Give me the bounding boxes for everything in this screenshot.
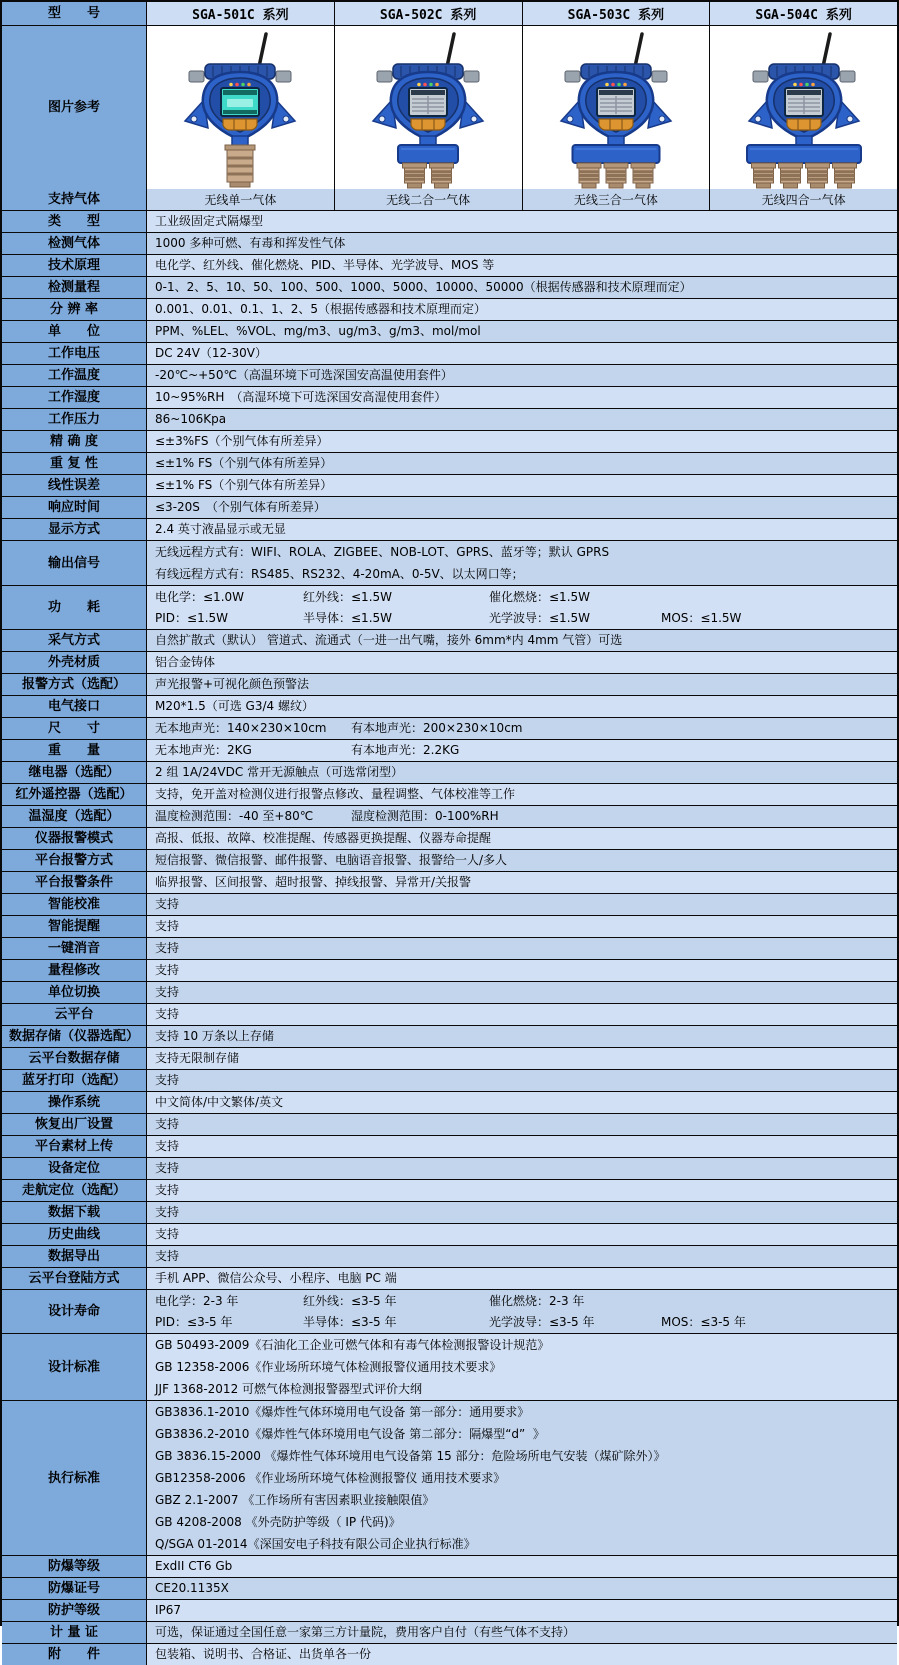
row-label-range-modify: 量程修改: [2, 960, 147, 981]
row-value-nav-location: [147, 1180, 897, 1201]
row-value-line-exec-standard-6: GB 4208-2008 《外壳防护等级（ IP 代码)》: [155, 1515, 401, 1529]
row-label-response-time: 响应时间: [2, 497, 147, 518]
row-value-line-output-signal-1: 无线远程方式有：WIFI、ROLA、ZIGBEE、NOB-LOT、GPRS、蓝牙等；默认 GPRS: [155, 545, 610, 559]
spec-row-voltage: [2, 342, 897, 364]
row-value-work-humidity: [147, 387, 897, 408]
row-value-line-exproof-grade-1: ExdII CT6 Gb: [155, 1559, 233, 1573]
row-label-unit: 单 位: [2, 321, 147, 342]
row-label-output-signal: 输出信号: [2, 541, 147, 585]
spec-row-type: [2, 210, 897, 232]
row-label-range: 检测量程: [2, 277, 147, 298]
spec-row-cloud-login: [2, 1267, 897, 1289]
row-value-seg-power-2-1: PID：≤1.5W: [155, 610, 229, 625]
row-value-seg-temp-humidity-1-2: 湿度检测范围：0-100%RH: [351, 809, 499, 823]
gas-detector-illustration: [147, 28, 333, 188]
row-value-line-data-download-1: 支持: [155, 1205, 180, 1219]
row-label-principle: 技术原理: [2, 255, 147, 276]
row-label-temp-humidity: 温湿度（选配）: [2, 806, 147, 827]
row-value-line-smart-calibration-1: 支持: [155, 897, 180, 911]
row-value-line-work-temp-1: -20℃~+50℃（高温环境下可选深国安高温使用套件）: [155, 368, 453, 382]
spec-row-unit-switch: [2, 981, 897, 1003]
row-value-line-exec-standard-7: Q/SGA 01-2014《深国安电子科技有限公司企业执行标准》: [155, 1537, 476, 1551]
row-value-line-range-modify-1: 支持: [155, 963, 180, 977]
spec-row-exec-standard: [2, 1400, 897, 1555]
row-label-power: 功 耗: [2, 586, 147, 629]
spec-row-weight: [2, 739, 897, 761]
spec-row-cloud-platform: [2, 1003, 897, 1025]
row-label-exproof-cert: 防爆证号: [2, 1578, 147, 1599]
row-label-relay: 继电器（选配）: [2, 762, 147, 783]
row-value-line-shell-1: 铝合金铸体: [155, 655, 216, 669]
spec-row-platform-alarm-cond: [2, 871, 897, 893]
row-value-principle: [147, 255, 897, 276]
row-label-device-location: 设备定位: [2, 1158, 147, 1179]
row-value-line-exec-standard-4: GB12358-2006 《作业场所环境气体检测报警仪 通用技术要求》: [155, 1471, 506, 1485]
row-value-line-exec-standard-2: GB3836.2-2010《爆炸性气体环境用电气设备 第二部分：隔爆型“d” 》: [155, 1427, 545, 1441]
row-value-response-time: [147, 497, 897, 518]
row-value-line-design-standard-2: GB 12358-2006《作业场所环境气体检测报警仪通用技术要求》: [155, 1360, 502, 1374]
row-value-seg-weight-1-1: 无本地声光：2KG: [155, 743, 252, 757]
device-image-sga-504c: [710, 26, 897, 189]
row-value-range: [147, 277, 897, 298]
spec-row-support-gas: [2, 189, 897, 210]
row-value-line-type-1: 工业级固定式隔爆型: [155, 214, 264, 228]
row-value-voltage: [147, 343, 897, 364]
row-value-line-design-standard-3: JJF 1368-2012 可燃气体检测报警器型式评价大纲: [155, 1382, 423, 1396]
spec-row-cloud-storage: [2, 1047, 897, 1069]
row-value-line-temp-humidity-1: [147, 806, 897, 827]
row-label-work-temp: 工作温度: [2, 365, 147, 386]
row-label-design-standard: 设计标准: [2, 1334, 147, 1400]
row-value-line-design-standard-1: GB 50493-2009《石油化工企业可燃气体和有毒气体检测报警设计规范》: [155, 1338, 550, 1352]
row-label-linearity: 线性误差: [2, 475, 147, 496]
spec-row-smart-reminder: [2, 915, 897, 937]
row-value-line-device-location-1: 支持: [155, 1161, 180, 1175]
row-value-support-gas-4: 无线四合一气体: [710, 189, 897, 210]
row-value-seg-design-life-1-2: 红外线：≤3-5 年: [303, 1293, 397, 1308]
row-value-accuracy: [147, 431, 897, 452]
row-label-smart-reminder: 智能提醒: [2, 916, 147, 937]
row-label-work-humidity: 工作湿度: [2, 387, 147, 408]
row-label-ip-grade: 防护等级: [2, 1600, 147, 1621]
row-value-exproof-grade: [147, 1556, 897, 1577]
row-label-data-export: 数据导出: [2, 1246, 147, 1267]
row-value-relay: [147, 762, 897, 783]
row-value-seg-design-life-2-2: 半导体：≤3-5 年: [303, 1314, 397, 1329]
spec-row-accessories: [2, 1643, 897, 1665]
row-value-line-cloud-login-1: 手机 APP、微信公众号、小程序、电脑 PC 端: [155, 1271, 397, 1285]
row-label-instrument-alarm: 仪器报警模式: [2, 828, 147, 849]
row-value-sampling: [147, 630, 897, 651]
row-value-cloud-storage: [147, 1048, 897, 1069]
row-label-display: 显示方式: [2, 519, 147, 540]
row-value-data-download: [147, 1202, 897, 1223]
row-value-platform-alarm-way: [147, 850, 897, 871]
row-value-seg-power-1-1: 电化学：≤1.0W: [155, 589, 245, 604]
row-value-line-alarm-mode-1: 声光报警+可视化颜色预警法: [155, 677, 310, 691]
row-value-line-ir-remote-1: 支持，免开盖对检测仪进行报警点修改、量程调整、气体校准等工作: [155, 787, 516, 801]
device-image-sga-502c: [335, 26, 523, 189]
row-value-line-exec-standard-5: GBZ 2.1-2007 《工作场所有害因素职业接触限值》: [155, 1493, 435, 1507]
row-label-metering-cert: 计 量 证: [2, 1622, 147, 1643]
header-model-label: 型 号: [2, 2, 147, 25]
row-label-unit-switch: 单位切换: [2, 982, 147, 1003]
spec-row-smart-calibration: [2, 893, 897, 915]
row-value-line-ip-grade-1: IP67: [155, 1603, 182, 1617]
row-value-repeatability: [147, 453, 897, 474]
row-value-line-work-pressure-1: 86~106Kpa: [155, 412, 227, 426]
spec-row-design-life: [2, 1289, 897, 1333]
row-value-seg-design-life-2-1: PID：≤3-5 年: [155, 1314, 233, 1329]
model-cell-sga-504c: SGA-504C 系列: [710, 2, 897, 25]
row-value-smart-calibration: [147, 894, 897, 915]
row-value-os: [147, 1092, 897, 1113]
row-label-bt-print: 蓝牙打印（选配）: [2, 1070, 147, 1091]
row-value-seg-temp-humidity-1-1: 温度检测范围：-40 至+80℃: [155, 809, 314, 823]
row-label-material-upload: 平台素材上传: [2, 1136, 147, 1157]
row-value-line-os-1: 中文简体/中文繁体/英文: [155, 1095, 284, 1109]
row-label-platform-alarm-way: 平台报警方式: [2, 850, 147, 871]
spec-row-data-download: [2, 1201, 897, 1223]
row-value-data-storage: [147, 1026, 897, 1047]
spec-rows-host: [2, 189, 897, 1665]
row-label-work-pressure: 工作压力: [2, 409, 147, 430]
row-label-cloud-login: 云平台登陆方式: [2, 1268, 147, 1289]
row-value-line-detect-gas-1: 1000 多种可燃、有毒和挥发性气体: [155, 236, 346, 250]
row-value-seg-power-1-3: 催化燃烧：≤1.5W: [489, 589, 591, 604]
row-value-instrument-alarm: [147, 828, 897, 849]
row-value-design-life: [147, 1290, 897, 1333]
spec-row-size: [2, 717, 897, 739]
row-value-line-design-life-1: [147, 1291, 897, 1312]
row-value-output-signal: [147, 541, 897, 585]
header-row: [2, 2, 897, 25]
spec-row-shell: [2, 651, 897, 673]
row-label-sampling: 采气方式: [2, 630, 147, 651]
row-label-alarm-mode: 报警方式（选配）: [2, 674, 147, 695]
spec-row-bt-print: [2, 1069, 897, 1091]
row-label-os: 操作系统: [2, 1092, 147, 1113]
row-value-line-output-signal-2: 有线远程方式有：RS485、RS232、4-20mA、0-5V、以太网口等；: [155, 567, 524, 581]
row-value-line-electrical-port-1: M20*1.5（可选 G3/4 螺纹）: [155, 699, 314, 713]
row-value-line-factory-reset-1: 支持: [155, 1117, 180, 1131]
row-value-seg-power-1-2: 红外线：≤1.5W: [303, 589, 393, 604]
row-value-line-unit-switch-1: 支持: [155, 985, 180, 999]
row-label-data-download: 数据下载: [2, 1202, 147, 1223]
row-value-linearity: [147, 475, 897, 496]
spec-row-work-humidity: [2, 386, 897, 408]
row-value-line-display-1: 2.4 英寸液晶显示或无显: [155, 522, 286, 536]
spec-row-data-storage: [2, 1025, 897, 1047]
row-value-smart-reminder: [147, 916, 897, 937]
row-value-one-key-mute: [147, 938, 897, 959]
device-image-sga-503c: [523, 26, 711, 189]
row-value-line-range-1: 0-1、2、5、10、50、100、500、1000、5000、10000、50000（根据传感器和技术原理而定）: [155, 280, 692, 294]
gas-detector-illustration: [335, 28, 521, 188]
spec-row-linearity: [2, 474, 897, 496]
row-value-support-gas-2: 无线二合一气体: [335, 189, 523, 210]
spec-row-os: [2, 1091, 897, 1113]
row-value-alarm-mode: [147, 674, 897, 695]
row-value-line-bt-print-1: 支持: [155, 1073, 180, 1087]
row-value-ir-remote: [147, 784, 897, 805]
spec-row-nav-location: [2, 1179, 897, 1201]
row-value-line-smart-reminder-1: 支持: [155, 919, 180, 933]
spec-row-history-curve: [2, 1223, 897, 1245]
spec-row-unit: [2, 320, 897, 342]
row-value-line-cloud-storage-1: 支持无限制存储: [155, 1051, 240, 1065]
row-value-line-relay-1: 2 组 1A/24VDC 常开无源触点（可选常闭型）: [155, 765, 404, 779]
row-value-metering-cert: [147, 1622, 897, 1643]
row-label-smart-calibration: 智能校准: [2, 894, 147, 915]
row-value-support-gas-3: 无线三合一气体: [523, 189, 711, 210]
spec-row-resolution: [2, 298, 897, 320]
row-value-line-size-1: [147, 718, 897, 739]
model-cell-sga-501c: SGA-501C 系列: [147, 2, 335, 25]
row-label-nav-location: 走航定位（选配）: [2, 1180, 147, 1201]
row-value-line-data-storage-1: 支持 10 万条以上存储: [155, 1029, 274, 1043]
row-label-exproof-grade: 防爆等级: [2, 1556, 147, 1577]
row-value-line-principle-1: 电化学、红外线、催化燃烧、PID、半导体、光学波导、MOS 等: [155, 258, 495, 272]
row-label-resolution: 分 辨 率: [2, 299, 147, 320]
row-label-ir-remote: 红外遥控器（选配）: [2, 784, 147, 805]
row-value-display: [147, 519, 897, 540]
row-value-data-export: [147, 1246, 897, 1267]
row-label-accessories: 附 件: [2, 1644, 147, 1665]
row-value-accessories: [147, 1644, 897, 1665]
row-value-seg-design-life-1-3: 催化燃烧：2-3 年: [489, 1293, 585, 1308]
row-label-repeatability: 重 复 性: [2, 453, 147, 474]
row-value-weight: [147, 740, 897, 761]
row-value-line-design-life-2: [147, 1312, 897, 1333]
row-value-line-platform-alarm-cond-1: 临界报警、区间报警、超时报警、掉线报警、异常开/关报警: [155, 875, 472, 889]
row-value-cloud-platform: [147, 1004, 897, 1025]
spec-row-platform-alarm-way: [2, 849, 897, 871]
row-value-line-exproof-cert-1: CE20.1135X: [155, 1581, 229, 1595]
row-value-resolution: [147, 299, 897, 320]
row-value-line-accuracy-1: ≤±3%FS（个别气体有所差异）: [155, 434, 329, 448]
row-label-platform-alarm-cond: 平台报警条件: [2, 872, 147, 893]
row-value-line-repeatability-1: ≤±1% FS（个别气体有所差异）: [155, 456, 333, 470]
row-value-line-nav-location-1: 支持: [155, 1183, 180, 1197]
row-value-seg-design-life-2-3: 光学波导：≤3-5 年: [489, 1314, 595, 1329]
row-value-electrical-port: [147, 696, 897, 717]
row-value-unit: [147, 321, 897, 342]
row-value-device-location: [147, 1158, 897, 1179]
row-value-history-curve: [147, 1224, 897, 1245]
spec-row-electrical-port: [2, 695, 897, 717]
row-label-weight: 重 量: [2, 740, 147, 761]
row-value-line-platform-alarm-way-1: 短信报警、微信报警、邮件报警、电脑语音报警、报警给一人/多人: [155, 853, 508, 867]
spec-row-range-modify: [2, 959, 897, 981]
row-value-line-linearity-1: ≤±1% FS（个别气体有所差异）: [155, 478, 333, 492]
row-value-detect-gas: [147, 233, 897, 254]
spec-row-ip-grade: [2, 1599, 897, 1621]
row-value-seg-size-1-1: 无本地声光：140×230×10cm: [155, 721, 327, 735]
spec-row-temp-humidity: [2, 805, 897, 827]
row-value-line-exec-standard-1: GB3836.1-2010《爆炸性气体环境用电气设备 第一部分：通用要求》: [155, 1405, 530, 1419]
row-value-seg-power-2-3: 光学波导：≤1.5W: [489, 610, 591, 625]
spec-row-device-location: [2, 1157, 897, 1179]
row-value-seg-power-2-2: 半导体：≤1.5W: [303, 610, 393, 625]
row-value-line-data-export-1: 支持: [155, 1249, 180, 1263]
row-value-line-accessories-1: 包装箱、说明书、合格证、出货单各一份: [155, 1647, 372, 1661]
spec-row-output-signal: [2, 540, 897, 585]
row-label-support-gas: 支持气体: [2, 189, 147, 210]
spec-row-repeatability: [2, 452, 897, 474]
spec-row-ir-remote: [2, 783, 897, 805]
row-value-line-exec-standard-3: GB 3836.15-2000 《爆炸性气体环境用电气设备第 15 部分：危险场所电气安装（煤矿除外）》: [155, 1449, 666, 1463]
row-value-work-temp: [147, 365, 897, 386]
gas-detector-illustration: [711, 28, 897, 188]
row-label-cloud-storage: 云平台数据存储: [2, 1048, 147, 1069]
row-label-cloud-platform: 云平台: [2, 1004, 147, 1025]
row-value-line-cloud-platform-1: 支持: [155, 1007, 180, 1021]
spec-row-factory-reset: [2, 1113, 897, 1135]
row-value-type: [147, 211, 897, 232]
row-label-electrical-port: 电气接口: [2, 696, 147, 717]
row-value-seg-design-life-1-1: 电化学：2-3 年: [155, 1293, 239, 1308]
row-value-line-history-curve-1: 支持: [155, 1227, 180, 1241]
row-value-seg-power-2-4: MOS：≤1.5W: [661, 610, 742, 625]
row-label-history-curve: 历史曲线: [2, 1224, 147, 1245]
row-value-line-weight-1: [147, 740, 897, 761]
row-value-range-modify: [147, 960, 897, 981]
row-label-detect-gas: 检测气体: [2, 233, 147, 254]
row-label-one-key-mute: 一键消音: [2, 938, 147, 959]
row-label-factory-reset: 恢复出厂设置: [2, 1114, 147, 1135]
spec-row-principle: [2, 254, 897, 276]
row-value-platform-alarm-cond: [147, 872, 897, 893]
row-label-data-storage: 数据存储（仪器选配）: [2, 1026, 147, 1047]
gas-detector-illustration: [523, 28, 709, 188]
spec-row-metering-cert: [2, 1621, 897, 1643]
spec-row-range: [2, 276, 897, 298]
row-value-line-power-1: [147, 587, 897, 608]
spec-row-work-temp: [2, 364, 897, 386]
row-value-exec-standard: [147, 1401, 897, 1555]
model-cell-sga-503c: SGA-503C 系列: [523, 2, 711, 25]
image-row-label: 图片参考: [2, 26, 147, 189]
row-value-line-sampling-1: 自然扩散式（默认） 管道式、流通式（一进一出气嘴，接外 6mm*内 4mm 气管）可选: [155, 633, 623, 647]
row-value-design-standard: [147, 1334, 897, 1400]
spec-row-data-export: [2, 1245, 897, 1267]
row-value-seg-weight-1-2: 有本地声光：2.2KG: [351, 743, 460, 757]
row-value-size: [147, 718, 897, 739]
row-value-exproof-cert: [147, 1578, 897, 1599]
spec-row-response-time: [2, 496, 897, 518]
row-value-seg-size-1-2: 有本地声光：200×230×10cm: [351, 721, 523, 735]
row-value-power: [147, 586, 897, 629]
row-value-line-voltage-1: DC 24V（12-30V）: [155, 346, 267, 360]
row-value-line-work-humidity-1: 10~95%RH （高湿环境下可选深国安高湿使用套件）: [155, 390, 447, 404]
row-value-ip-grade: [147, 1600, 897, 1621]
row-label-type: 类 型: [2, 211, 147, 232]
spec-row-design-standard: [2, 1333, 897, 1400]
row-label-shell: 外壳材质: [2, 652, 147, 673]
spec-row-power: [2, 585, 897, 629]
row-label-exec-standard: 执行标准: [2, 1401, 147, 1555]
image-reference-row: [2, 25, 897, 189]
row-value-shell: [147, 652, 897, 673]
row-label-design-life: 设计寿命: [2, 1290, 147, 1333]
row-value-support-gas-1: 无线单一气体: [147, 189, 335, 210]
spec-row-one-key-mute: [2, 937, 897, 959]
device-image-sga-501c: [147, 26, 335, 189]
row-value-work-pressure: [147, 409, 897, 430]
row-value-cloud-login: [147, 1268, 897, 1289]
row-value-line-material-upload-1: 支持: [155, 1139, 180, 1153]
spec-row-alarm-mode: [2, 673, 897, 695]
row-value-material-upload: [147, 1136, 897, 1157]
row-value-line-power-2: [147, 608, 897, 629]
row-value-line-unit-1: PPM、%LEL、%VOL、mg/m3、ug/m3、g/m3、mol/mol: [155, 324, 481, 338]
row-value-unit-switch: [147, 982, 897, 1003]
spec-row-detect-gas: [2, 232, 897, 254]
row-label-size: 尺 寸: [2, 718, 147, 739]
spec-row-relay: [2, 761, 897, 783]
spec-row-exproof-grade: [2, 1555, 897, 1577]
row-value-temp-humidity: [147, 806, 897, 827]
spec-row-display: [2, 518, 897, 540]
row-value-bt-print: [147, 1070, 897, 1091]
spec-row-exproof-cert: [2, 1577, 897, 1599]
model-cell-sga-502c: SGA-502C 系列: [335, 2, 523, 25]
row-value-seg-design-life-2-4: MOS：≤3-5 年: [661, 1314, 746, 1329]
row-label-accuracy: 精 确 度: [2, 431, 147, 452]
spec-row-work-pressure: [2, 408, 897, 430]
row-value-line-metering-cert-1: 可选，保证通过全国任意一家第三方计量院，费用客户自付（有些气体不支持）: [155, 1625, 576, 1639]
spec-row-sampling: [2, 629, 897, 651]
row-value-line-response-time-1: ≤3-20S （个别气体有所差异）: [155, 500, 326, 514]
row-value-line-resolution-1: 0.001、0.01、0.1、1、2、5（根据传感器和技术原理而定）: [155, 302, 487, 316]
row-label-voltage: 工作电压: [2, 343, 147, 364]
row-value-factory-reset: [147, 1114, 897, 1135]
spec-row-instrument-alarm: [2, 827, 897, 849]
row-value-line-one-key-mute-1: 支持: [155, 941, 180, 955]
row-value-line-instrument-alarm-1: 高报、低报、故障、校准提醒、传感器更换提醒、仪器寿命提醒: [155, 831, 492, 845]
spec-row-accuracy: [2, 430, 897, 452]
spec-row-material-upload: [2, 1135, 897, 1157]
